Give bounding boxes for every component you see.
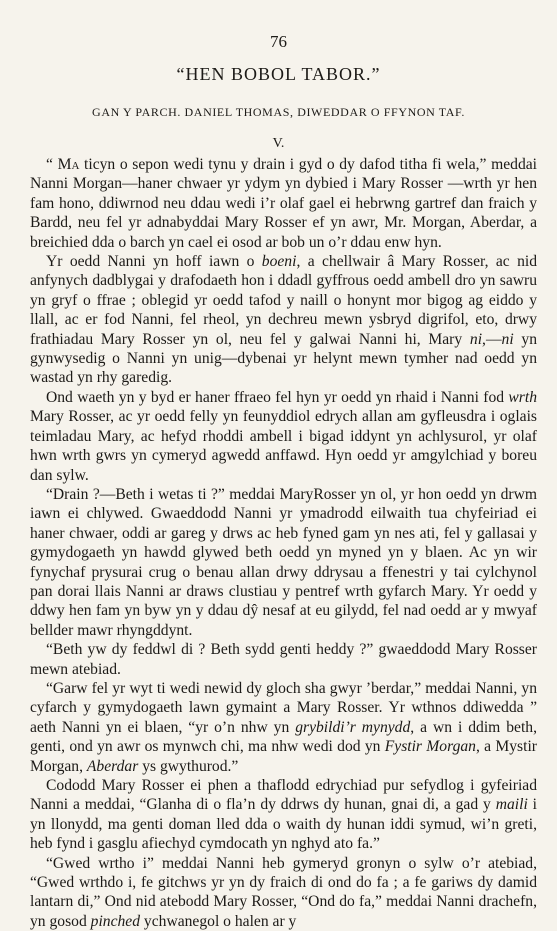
text-sc: Ma [57, 156, 80, 173]
paragraph [30, 252, 537, 388]
page-number: 76 [270, 32, 287, 51]
text-run: “Drain ?—Beth i wetas ti ?” meddai MaryRosser yn ol, yr hon oedd yn drwm iawn ei chlywed. Gwaeddodd Nanni yr ymadrodd eilwaith tua chyfeiriad ei haner chwaer, oddi ar gareg y drws ac heb fyned gam yn nes ati, fel y gallasai y gymydogaeth yn hawdd glywed beth oedd yn myned yn y blaen. Ac yn wir fynychaf prysurai crug o benau allan drwy ddrysau a ffenestri y tai cylchynol pan dorai llais Nanni ar draws clustiau y pentref wrth gyfarch Mary. Yr oedd y ddwy hen fam yn byw yn y ddau dŷ nesaf at eu gilydd, fel nad oedd ar y mwyaf bellder mawr rhyngddynt. [30, 485, 537, 639]
text-run: ,— [482, 330, 502, 348]
paragraph [30, 155, 537, 252]
paragraph [30, 640, 537, 679]
text-run: ticyn o sepon wedi tynu y drain i gyd o dy dafod titha fi wela,” meddai Nanni Morgan—haner chwaer yr ydym yn dybied i Mary Rosser —wrth yr hen fam hono, ddiwrnod neu ddau wedi i’r olaf gael ei hebrwng gartref dan fraich y Bardd, neu fel yr adnabyddai Mary Rosser ef yn awr, Mr. Morgan, Aberdar, a breichied dda o barch yn cael ei osod ar bob un o’r ddau enw hyn. [30, 156, 537, 251]
paragraph [30, 485, 537, 640]
paragraph [30, 679, 537, 776]
author-byline: GAN Y PARCH. DANIEL THOMAS, DIWEDDAR O FFYNON TAF. [92, 105, 465, 119]
text-run: “ [46, 156, 58, 173]
text-italic: maili [495, 796, 528, 814]
text-run: , a Mystir Morgan, [30, 738, 537, 775]
text-italic: boeni [261, 253, 297, 271]
text-run: Mary Rosser, ac yr oedd felly yn feunyddiol edrych allan am gyfleusdra i oglais teimladau Mary, ac hefyd rhoddi ambell i bigad iddynt yn achlysurol, yr olaf hwn wrth gwrs yn cymeryd agwedd anffawd. Hyn oedd yr amgylchiad y boreu dan sylw. [30, 408, 537, 484]
text-run: i yn llonydd, ma genti doman lled dda o waith dy hunan iddi symud, wi’n greti, heb fynd i gasglu afiechyd cymdocath yn nghyd ato fa.” [30, 796, 537, 853]
text-italic: Aberdar [86, 757, 139, 775]
text-run: “Gwed wrtho i” meddai Nanni heb gymeryd gronyn o sylw o’r atebiad, “Gwed wrthdo i, fe gitchws yr yn dy fraich di ond do fa ; a fe gariws dy damid lantarn di,” Ond nid atebodd Mary Rosser, “Ond do fa,” meddai Nanni drachefn, yn gosod [30, 854, 537, 930]
text-run: , a chellwair â Mary Rosser, ac nid anfynych dadblygai y drafodaeth hon i ddadl gyffrous oedd ambell dro yn sawru yn gryf o ffrae ; oblegid yr oedd tafod y naill o honynt mor bigog ag eiddo y llall, ac er fod Nanni, fel rheol, yn dechreu mewn ysbryd digrifol, eto, drwy frathiadau Mary Rosser yn ol, neu fel y galwai Nanni hi, Mary [30, 253, 537, 348]
chapter-number: V. [272, 136, 285, 151]
text-run: yn gynwysedig o Nanni yn unig—dybenai yr helynt mewn tymher nad oedd yn wastad yn rhy garedig. [30, 330, 537, 387]
text-italic: grybildi’r mynydd [295, 718, 411, 736]
text-run: ys gwythurod.” [138, 757, 239, 775]
text-italic: pinched [90, 912, 141, 930]
text-italic: wrth [508, 388, 537, 406]
body-text [30, 155, 537, 931]
text-run: ychwanegol o halen ar y [140, 912, 297, 930]
paragraph [30, 388, 537, 485]
text-run: , a wn i ddim beth, genti, ond yn awr os mynwch chi, ma nhw wedi dod yn [30, 718, 537, 756]
text-run: Ond waeth yn y byd er haner ffraeo fel hyn yr oedd yn rhaid i Nanni fod [46, 388, 509, 406]
text-italic: ni [469, 330, 483, 348]
paragraph [30, 854, 537, 931]
text-run: “Beth yw dy feddwl di ? Beth sydd genti heddy ?” gwaeddodd Mary Rosser mewn atebiad. [30, 641, 537, 678]
text-italic: Fystir Morgan [384, 738, 476, 756]
text-run: Cododd Mary Rosser ei phen a thaflodd edrychiad pur sefydlog i gyfeiriad Nanni a meddai, “Glanha di o fla’n dy ddrws dy hunan, gnai di, a gad y [30, 777, 537, 814]
text-italic: ni [501, 330, 514, 348]
paragraph [30, 776, 537, 854]
page-title: “HEN BOBOL TABOR.” [176, 64, 381, 84]
text-run: “Garw fel yr wyt ti wedi newid dy gloch sha gwyr ’berdar,” meddai Nanni, yn cyfarch y gymydogaeth lawn gymaint a Mary Rosser. Yr wthnos ddiwedda ” aeth Nanni yn ei blaen, “yr o’n nhw yn [30, 679, 537, 736]
text-run: Yr oedd Nanni yn hoff iawn o [46, 253, 262, 271]
